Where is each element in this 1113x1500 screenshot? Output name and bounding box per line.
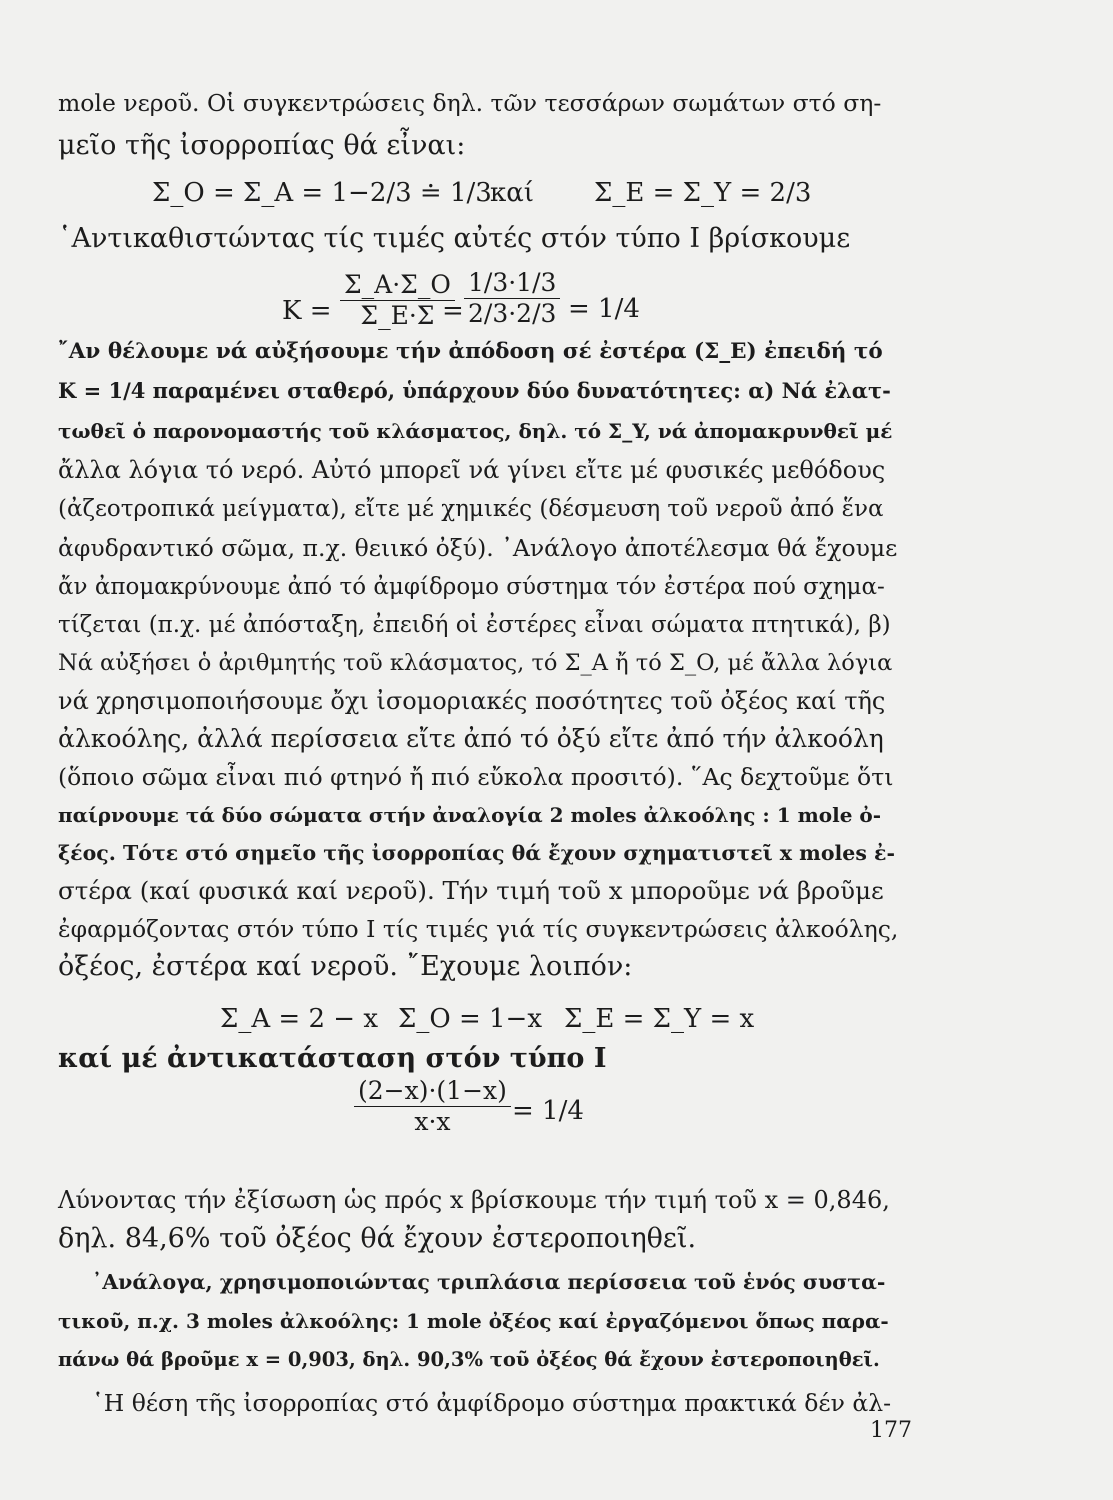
equation-sigma-a: Σ_A = 2 − x [220, 1004, 378, 1034]
text-line: ἀφυδραντικό σῶμα, π.χ. θειικό ὀξύ). ᾿Ανάλογο ἀποτέλεσμα θά ἔχουμε [58, 534, 898, 562]
text-line: τικοῦ, π.χ. 3 moles ἀλκοόλης: 1 mole ὀξέος καί ἐργαζόμενοι ὅπως παρα- [58, 1309, 889, 1333]
equation-connector: καί [490, 178, 535, 208]
text-line: Λύνοντας τήν ἐξίσωση ὡς πρός x βρίσκουμε τήν τιμή τοῦ x = 0,846, [58, 1186, 890, 1214]
equation-sigma-e-y: Σ_E = Σ_Y = 2/3 [594, 178, 812, 208]
text-line: ὀξέος, ἐστέρα καί νεροῦ. ῎Εχουμε λοιπόν: [58, 951, 633, 982]
text-line: ῾Αντικαθιστώντας τίς τιμές αὐτές στόν τύπο Ι βρίσκουμε [58, 223, 851, 254]
page-number: 177 [870, 1418, 912, 1443]
text-line: mole νεροῦ. Οἱ συγκεντρώσεις δηλ. τῶν τεσσάρων σωμάτων στό ση- [58, 89, 882, 117]
text-line: ἀλκοόλης, ἀλλά περίσσεια εἴτε ἀπό τό ὀξύ εἴτε ἀπό τήν ἀλκοόλη [58, 724, 884, 753]
text-line: δηλ. 84,6% τοῦ ὀξέος θά ἔχουν ἐστεροποιηθεῖ. [58, 1223, 697, 1254]
equation-k-result: = 1/4 [568, 294, 640, 324]
text-line: ἐφαρμόζοντας στόν τύπο Ι τίς τιμές γιά τίς συγκεντρώσεις ἀλκοόλης, [58, 915, 899, 943]
text-line: μεῖο τῆς ἰσορροπίας θά εἶναι: [58, 130, 466, 161]
fraction-k-numeric [464, 268, 560, 329]
equation-sigma-o: Σ_O = 1−x [398, 1004, 543, 1034]
text-line: (ἀζεοτροπικά μείγματα), εἴτε μέ χημικές (δέσμευση τοῦ νεροῦ ἀπό ἕνα [58, 496, 884, 522]
fraction-denominator: x·x [414, 1107, 451, 1136]
fraction-numerator: 1/3·1/3 [464, 268, 560, 299]
text-line: Νά αὐξήσει ὁ ἀριθμητής τοῦ κλάσματος, τό Σ_A ἤ τό Σ_O, μέ ἄλλα λόγια [58, 650, 893, 676]
equation-sigma-e-y: Σ_E = Σ_Y = x [564, 1004, 755, 1034]
equation-k-label: K = [282, 296, 332, 326]
text-line: τωθεῖ ὁ παρονομαστής τοῦ κλάσματος, δηλ. τό Σ_Y, νά ἀπομακρυνθεῖ μέ [58, 419, 893, 443]
text-line: τίζεται (π.χ. μέ ἀπόσταξη, ἐπειδή οἱ ἐστέρες εἶναι σώματα πτητικά), β) [58, 612, 891, 638]
equation-sigma-o-a: Σ_O = Σ_A = 1−2/3 ≐ 1/3 [152, 178, 492, 208]
text-line: ἄν ἀπομακρύνουμε ἀπό τό ἀμφίδρομο σύστημα τόν ἐστέρα πού σχημα- [58, 574, 885, 600]
text-line: ξέος. Τότε στό σημεῖο τῆς ἰσορροπίας θά ἔχουν σχηματιστεῖ x moles ἐ- [58, 841, 895, 865]
fraction-equation [354, 1076, 511, 1137]
text-line: καί μέ ἀντικατάσταση στόν τύπο Ι [58, 1043, 607, 1074]
fraction-denominator: Σ_E·Σ [360, 301, 435, 330]
text-line: (ὅποιο σῶμα εἶναι πιό φτηνό ἤ πιό εὔκολα προσιτό). ῞Ας δεχτοῦμε ὅτι [58, 763, 894, 791]
equals-sign: = [442, 296, 464, 326]
text-line: ῾Η θέση τῆς ἰσορροπίας στό ἀμφίδρομο σύστημα πρακτικά δέν ἀλ- [92, 1389, 892, 1417]
text-line: στέρα (καί φυσικά καί νεροῦ). Τήν τιμή τοῦ x μποροῦμε νά βροῦμε [58, 876, 884, 905]
text-line: πάνω θά βροῦμε x = 0,903, δηλ. 90,3% τοῦ ὀξέος θά ἔχουν ἐστεροποιηθεῖ. [58, 1348, 880, 1371]
fraction-k-symbolic [340, 270, 455, 331]
text-line: ἄλλα λόγια τό νερό. Αὐτό μπορεῖ νά γίνει εἴτε μέ φυσικές μεθόδους [58, 456, 886, 484]
fraction-denominator: 2/3·2/3 [468, 299, 557, 328]
text-line: ᾿Ανάλογα, χρησιμοποιώντας τριπλάσια περίσσεια τοῦ ἑνός συστα- [92, 1270, 886, 1294]
text-line: νά χρησιμοποιήσουμε ὄχι ἰσομοριακές ποσότητες τοῦ ὀξέος καί τῆς [58, 687, 886, 715]
equation-result: = 1/4 [512, 1096, 584, 1126]
text-line: παίρνουμε τά δύο σώματα στήν ἀναλογία 2 moles ἀλκοόλης : 1 mole ὀ- [58, 803, 882, 827]
text-line: ῎Αν θέλουμε νά αὐξήσουμε τήν ἀπόδοση σέ ἐστέρα (Σ_E) ἐπειδή τό [58, 339, 883, 364]
fraction-numerator: (2−x)·(1−x) [354, 1076, 511, 1107]
fraction-numerator: Σ_A·Σ_O [340, 270, 455, 301]
text-line: K = 1/4 παραμένει σταθερό, ὑπάρχουν δύο δυνατότητες: α) Νά ἐλατ- [58, 378, 891, 403]
